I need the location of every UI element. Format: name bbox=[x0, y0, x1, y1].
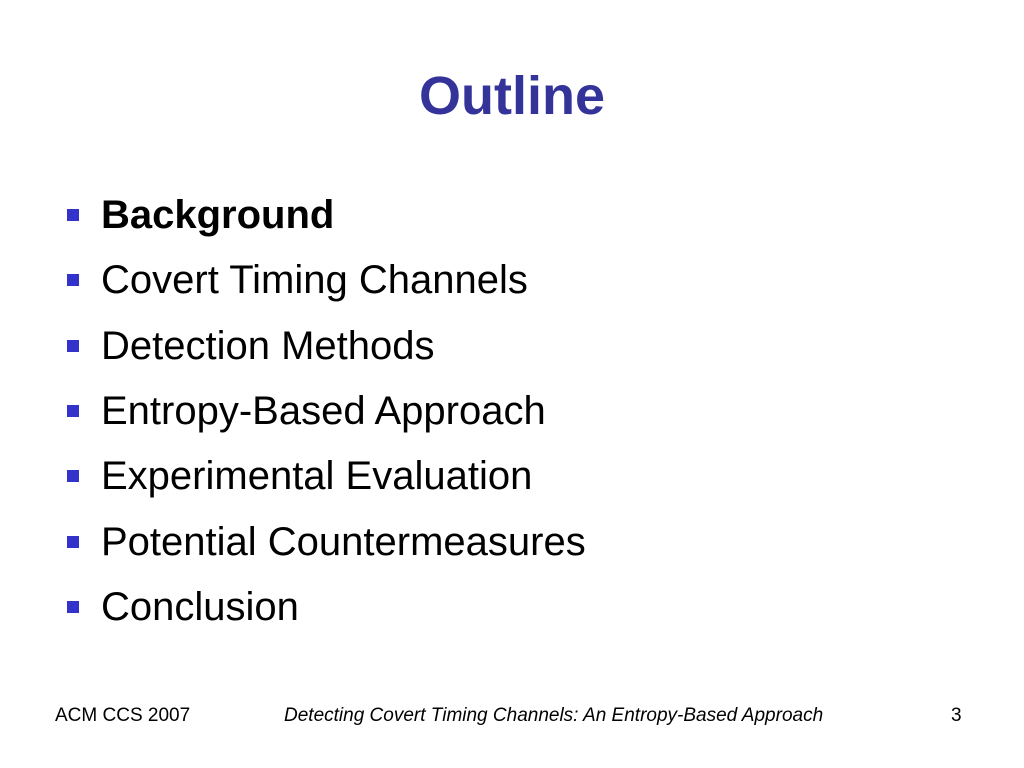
square-bullet-icon bbox=[67, 536, 79, 548]
square-bullet-icon bbox=[67, 470, 79, 482]
square-bullet-icon bbox=[67, 209, 79, 221]
square-bullet-icon bbox=[67, 274, 79, 286]
list-item bbox=[0, 189, 900, 245]
square-bullet-icon bbox=[67, 405, 79, 417]
slide-page-number: 3 bbox=[951, 705, 962, 726]
list-item bbox=[0, 581, 900, 637]
square-bullet-icon bbox=[67, 601, 79, 613]
list-item-label: Background bbox=[101, 193, 335, 237]
list-item-label: Conclusion bbox=[101, 585, 299, 629]
list-item-label: Detection Methods bbox=[101, 324, 435, 368]
list-item-label: Entropy-Based Approach bbox=[101, 389, 546, 433]
list-item bbox=[0, 254, 900, 310]
list-item-label: Experimental Evaluation bbox=[101, 454, 533, 498]
slide-title: Outline bbox=[419, 66, 605, 126]
square-bullet-icon bbox=[67, 340, 79, 352]
list-item bbox=[0, 516, 900, 572]
footer-conference: ACM CCS 2007 bbox=[55, 705, 191, 726]
footer-paper-title: Detecting Covert Timing Channels: An Entropy-Based Approach bbox=[284, 705, 824, 726]
list-item-label: Covert Timing Channels bbox=[101, 258, 528, 302]
list-item bbox=[0, 385, 900, 441]
list-item bbox=[0, 450, 900, 506]
list-item-label: Potential Countermeasures bbox=[101, 520, 586, 564]
list-item bbox=[0, 320, 900, 376]
